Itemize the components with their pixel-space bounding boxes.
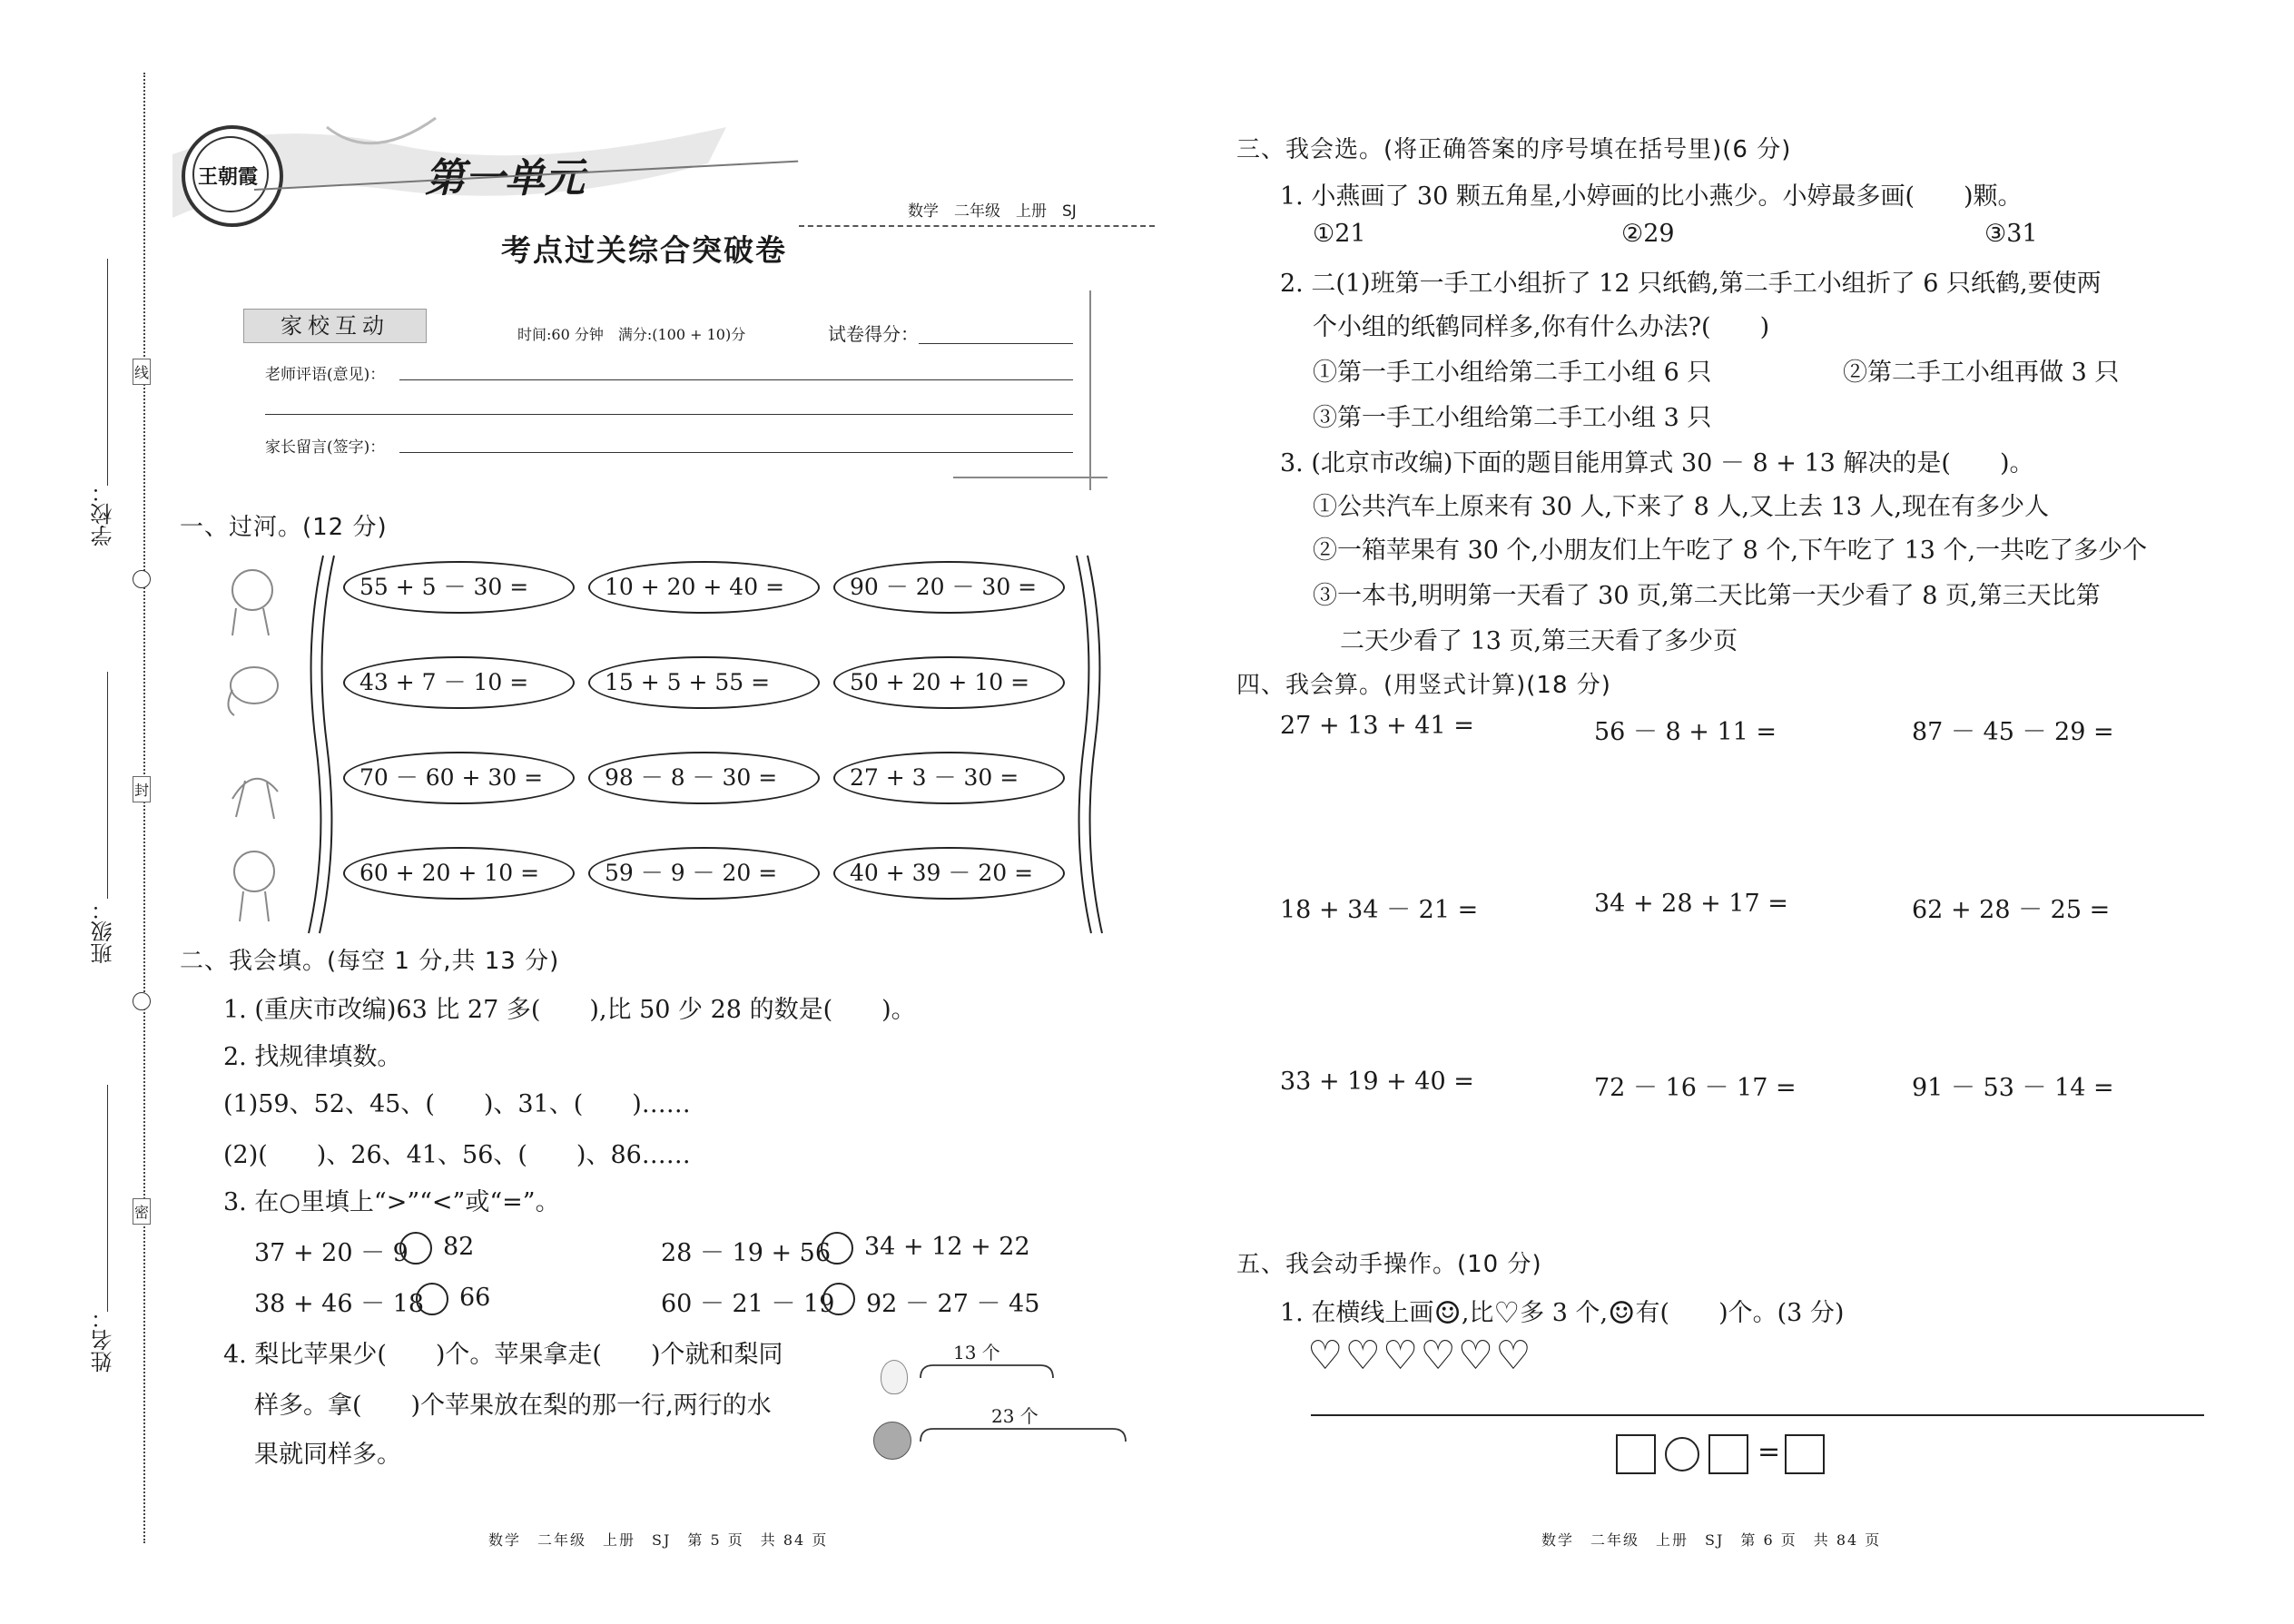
animal-icons [218,554,290,935]
compare-right: 66 [459,1284,491,1312]
pear-count-label: 13 个 [953,1342,1000,1363]
question-3-1: 1. 小燕画了 30 颗五角星,小婷画的比小燕少。小婷最多画( )颗。 [1280,182,2023,211]
footer-left: 数学 二年级 上册 SJ 第 5 页 共 84 页 [488,1531,829,1549]
class-label: 班级： [91,899,116,964]
paper-score-line[interactable] [919,343,1073,344]
seal-mark-mi: 密 [133,1198,151,1225]
option-3-3-a[interactable]: ①公共汽车上原来有 30 人,下来了 8 人,又上去 13 人,现在有多少人 [1313,493,2050,521]
question-2-2-b: (2)( )、26、41、56、( )、86…… [223,1141,691,1169]
paper-subtitle: 考点过关综合突破卷 [501,232,787,268]
school-label: 学校： [91,481,116,546]
equation-operator-circle[interactable] [1665,1437,1699,1471]
vertical-calc: 27 + 13 + 41 = [1280,712,1474,740]
vertical-calc: 34 + 28 + 17 = [1594,890,1788,918]
stone-equation[interactable]: 15 + 5 + 55 = [588,656,820,709]
binding-hole-icon [133,570,151,588]
stone-equation[interactable]: 70 － 60 + 30 = [343,752,575,804]
frame-rule-v [1089,290,1091,490]
compare-right: 82 [443,1233,475,1261]
pear-icon [881,1360,908,1394]
subtitle-rule [799,225,1155,227]
apple-count-label: 23 个 [991,1405,1039,1427]
question-2-4-line3: 果就同样多。 [254,1441,401,1469]
class-fill-line[interactable] [107,672,108,899]
vertical-calc: 72 － 16 － 17 = [1594,1074,1797,1102]
stone-equation[interactable]: 55 + 5 － 30 = [343,561,575,614]
logo-seal [182,125,283,227]
vertical-calc: 62 + 28 － 25 = [1912,896,2111,924]
compare-right: 34 + 12 + 22 [864,1233,1030,1261]
option-3-2-c[interactable]: ③第一手工小组给第二手工小组 3 只 [1313,404,1712,432]
section4-title: 四、我会算。(用竖式计算)(18 分) [1236,672,1611,699]
smiley-icon: ☺ [1433,1295,1462,1332]
school-fill-line[interactable] [107,259,108,486]
binding-dotted-line [143,73,145,1543]
paper-score-label: 试卷得分： [828,323,919,345]
compare-left: 60 － 21 － 19 [661,1290,835,1318]
question-5-1-part-b: ,比 [1461,1299,1494,1327]
section2-title: 二、我会填。(每空 1 分,共 13 分) [180,948,560,975]
question-5-1-part-c: 多 3 个, [1520,1299,1609,1327]
stone-equation[interactable]: 60 + 20 + 10 = [343,847,575,900]
binding-hole-icon [133,992,151,1010]
section5-title: 五、我会动手操作。(10 分) [1236,1251,1542,1278]
option-3-1-a[interactable]: ①21 [1313,220,1366,248]
lion-icon [234,851,274,891]
teacher-comment-line-2[interactable] [265,414,1073,415]
heart-icon: ♡ [1493,1295,1521,1330]
question-3-3: 3. (北京市改编)下面的题目能用算式 30 － 8 + 13 解决的是( )。 [1280,449,2034,477]
option-3-2-b[interactable]: ②第二手工小组再做 3 只 [1843,359,2120,387]
deer-icon [232,779,278,819]
option-3-3-c-line2: 二天少看了 13 页,第三天看了多少页 [1340,627,1738,655]
section3-title: 三、我会选。(将正确答案的序号填在括号里)(6 分) [1236,136,1792,163]
stone-equation[interactable]: 98 － 8 － 30 = [588,752,820,804]
question-2-4-line2: 样多。拿( )个苹果放在梨的那一行,两行的水 [254,1392,772,1420]
compare-circle[interactable] [416,1283,448,1315]
heart-row-icons: ♡♡♡♡♡♡ [1307,1333,1533,1379]
option-3-1-c[interactable]: ③31 [1984,220,2038,248]
stone-equation[interactable]: 50 + 20 + 10 = [833,656,1065,709]
question-2-2-a: (1)59、52、45、( )、31、( )…… [223,1090,691,1118]
equation-box-2[interactable] [1708,1434,1748,1474]
name-label: 姓名： [91,1307,116,1373]
teacher-comment-line[interactable] [399,379,1073,380]
stone-equation[interactable]: 43 + 7 － 10 = [343,656,575,709]
smiley-icon: ☺ [1608,1295,1636,1332]
compare-circle[interactable] [822,1283,855,1315]
compare-left: 28 － 19 + 56 [661,1239,832,1267]
river-bank-left [296,554,341,935]
question-2-1: 1. (重庆市改编)63 比 27 多( ),比 50 少 28 的数是( )。 [223,996,916,1024]
question-2-4-line1: 4. 梨比苹果少( )个。苹果拿走( )个就和梨同 [223,1341,783,1369]
question-3-2-line2: 个小组的纸鹤同样多,你有什么办法?( ) [1313,313,1770,341]
horse-icon [232,570,272,610]
question-5-1-part-d: 有( )个。(3 分) [1635,1299,1845,1327]
river-bank-right [1068,554,1113,935]
compare-left: 38 + 46 － 18 [254,1290,425,1318]
parent-comment-line[interactable] [399,452,1073,453]
footer-right: 数学 二年级 上册 SJ 第 6 页 共 84 页 [1541,1531,1882,1549]
compare-circle[interactable] [399,1232,432,1265]
question-3-2-line1: 2. 二(1)班第一手工小组折了 12 只纸鹤,第二手工小组折了 6 只纸鹤,要使两 [1280,270,2102,298]
stone-equation[interactable]: 27 + 3 － 30 = [833,752,1065,804]
equation-box-3[interactable] [1785,1434,1825,1474]
unit-title: 第一单元 [425,155,585,202]
option-3-3-b[interactable]: ②一箱苹果有 30 个,小朋友们上午吃了 8 个,下午吃了 13 个,一共吃了多少个 [1313,536,2148,565]
parent-comment-label: 家长留言(签字)： [265,438,386,457]
time-score-info: 时间:60 分钟 满分:(100 + 10)分 [517,326,746,343]
drawing-line[interactable] [1311,1414,2204,1416]
option-3-3-c-line1[interactable]: ③一本书,明明第一天看了 30 页,第二天比第一天少看了 8 页,第三天比第 [1313,582,2101,610]
equation-equals: = [1757,1436,1781,1468]
apple-icon [873,1422,911,1460]
apple-brace [919,1425,1127,1443]
vertical-calc: 56 － 8 + 11 = [1594,718,1777,746]
option-3-1-b[interactable]: ②29 [1621,220,1675,248]
seal-mark-xian: 线 [133,359,151,385]
compare-right: 92 － 27 － 45 [866,1290,1040,1318]
logo-text: 王朝霞 [198,165,259,189]
frame-rule-h [953,477,1108,478]
section1-title: 一、过河。(12 分) [180,514,388,541]
teacher-comment-label: 老师评语(意见)： [265,366,386,384]
vertical-calc: 33 + 19 + 40 = [1280,1068,1474,1096]
vertical-calc: 18 + 34 － 21 = [1280,896,1479,924]
seal-mark-feng: 封 [133,776,151,802]
option-3-2-a[interactable]: ①第一手工小组给第二手工小组 6 只 [1313,359,1712,387]
home-school-badge: 家校互动 [243,309,427,343]
subject-tags: 数学 二年级 上册 SJ [908,202,1077,221]
name-fill-line[interactable] [107,1085,108,1312]
stone-equation[interactable]: 59 － 9 － 20 = [588,847,820,900]
elephant-icon [231,667,278,704]
equation-box-1[interactable] [1616,1434,1656,1474]
vertical-calc: 91 － 53 － 14 = [1912,1074,2114,1102]
question-5-1 [1280,1293,1844,1332]
compare-circle[interactable] [821,1232,853,1265]
stone-equation[interactable]: 90 － 20 － 30 = [833,561,1065,614]
stone-equation[interactable]: 40 + 39 － 20 = [833,847,1065,900]
compare-left: 37 + 20 － 9 [254,1239,409,1267]
question-2-3: 3. 在○里填上“>”“<”或“=”。 [223,1188,560,1216]
vertical-calc: 87 － 45 － 29 = [1912,718,2114,746]
stone-equation[interactable]: 10 + 20 + 40 = [588,561,820,614]
pear-brace [919,1362,1055,1380]
question-5-1-part-a: 1. 在横线上画 [1280,1299,1434,1327]
question-2-2: 2. 找规律填数。 [223,1043,402,1071]
